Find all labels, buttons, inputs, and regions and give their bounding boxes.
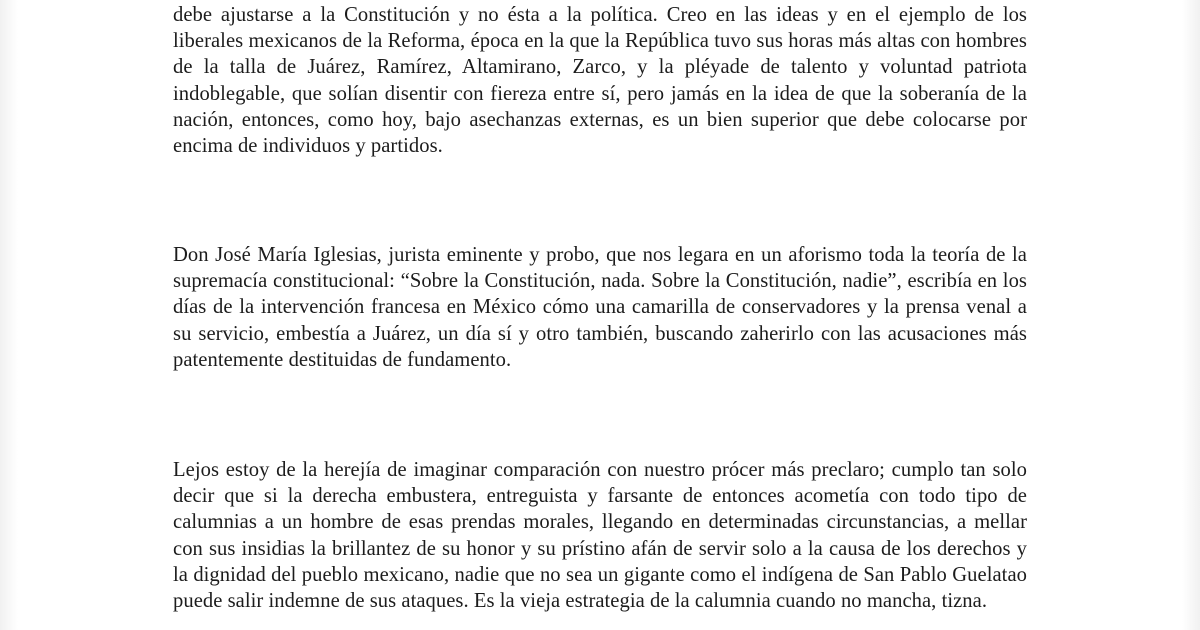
paragraph-jose-maria-iglesias: Don José María Iglesias, jurista eminente y probo, que nos legara en un aforismo toda la teoría de la supremacía constitucional: “Sobre la Constitución, nada. Sobre la Constitución, nadie”, escribía en los días de la intervención francesa en México cómo una camarilla de conservadores y la prensa venal a su servicio, embestía a Juárez, un día sí y otro también, buscando zaherirlo con las acusaciones más patentemente destituidas de fundamento.: [173, 244, 1027, 371]
paragraph-juarez-comparison: Lejos estoy de la herejía de imaginar comparación con nuestro prócer más preclaro; cumplo tan solo decir que si la derecha embustera, entreguista y farsante de entonces acometía con todo tipo de calumnias a un hombre de esas prendas morales, llegando en determinadas circunstancias, a mellar con sus insidias la brillantez de su honor y su prístino afán de servir solo a la causa de los derechos y la dignidad del pueblo mexicano, nadie que no sea un gigante como el indígena de San Pablo Guelatao puede salir indemne de sus ataques. Es la vieja estrategia de la calumnia cuando no mancha, tizna.: [173, 459, 1027, 613]
paragraph-reforma-liberals: debe ajustarse a la Constitución y no ésta a la política. Creo en las ideas y en el ejemplo de los liberales mexicanos de la Reforma, época en la que la República tuvo sus horas más altas con hombres de la talla de Juárez, Ramírez, Altamirano, Zarco, y la pléyade de talento y voluntad patriota indoblegable, que solían disentir con fiereza entre sí, pero jamás en la idea de que la soberanía de la nación, entonces, como hoy, bajo asechanzas externas, es un bien superior que debe colocarse por encima de individuos y partidos.: [173, 4, 1027, 158]
